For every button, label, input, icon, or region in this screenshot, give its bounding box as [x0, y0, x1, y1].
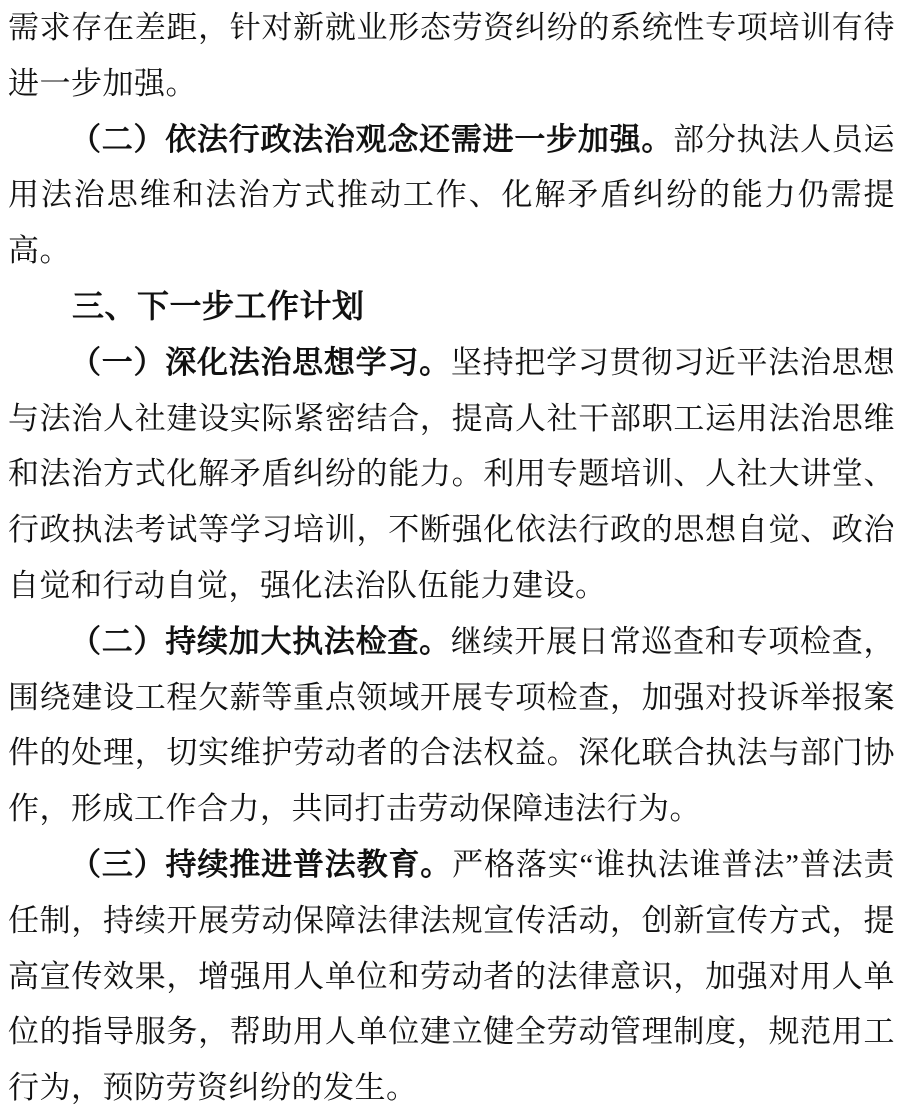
paragraph-lead-text: （二）持续加大执法检查。: [70, 623, 451, 659]
body-text: 部分执法人员运用法治思维和法治方式推动工作、化解矛盾纠纷的能力仍需提高。: [8, 121, 896, 269]
paragraph-lead-text: （二）依法行政法治观念还需进一步加强。: [70, 121, 674, 157]
body-text: 坚持把学习贯彻习近平法治思想与法治人社建设实际紧密结合，提高人社干部职工运用法治思维和法治方式化解矛盾纠纷的能力。利用专题培训、人社大讲堂、行政执法考试等学习培训，不断强化依法行政的思想自觉、政治自觉和行动自觉，强化法治队伍能力建设。: [8, 344, 896, 603]
section-heading-text: 三、下一步工作计划: [72, 287, 365, 324]
paragraph-issue-2: [8, 112, 895, 279]
paragraph-lead-text: （一）深化法治思想学习。: [70, 344, 451, 380]
paragraph-continuation: [8, 0, 895, 112]
paragraph-plan-3: [8, 837, 895, 1116]
section-heading: [8, 279, 895, 335]
body-text: 继续开展日常巡查和专项检查，围绕建设工程欠薪等重点领域开展专项检查，加强对投诉举报案件的处理，切实维护劳动者的合法权益。深化联合执法与部门协作，形成工作合力，共同打击劳动保障违法行为。: [8, 623, 896, 827]
body-text: 严格落实“谁执法谁普法”普法责任制，持续开展劳动保障法律法规宣传活动，创新宣传方式，提高宣传效果，增强用人单位和劳动者的法律意识，加强对用人单位的指导服务，帮助用人单位建立健全劳动管理制度，规范用工行为，预防劳资纠纷的发生。: [8, 846, 895, 1106]
paragraph-plan-2: [8, 614, 895, 837]
body-text: 需求存在差距，针对新就业形态劳资纠纷的系统性专项培训有待进一步加强。: [8, 10, 895, 101]
paragraph-lead-text: （三）持续推进普法教育。: [70, 846, 453, 882]
paragraph-plan-1: [8, 335, 895, 614]
